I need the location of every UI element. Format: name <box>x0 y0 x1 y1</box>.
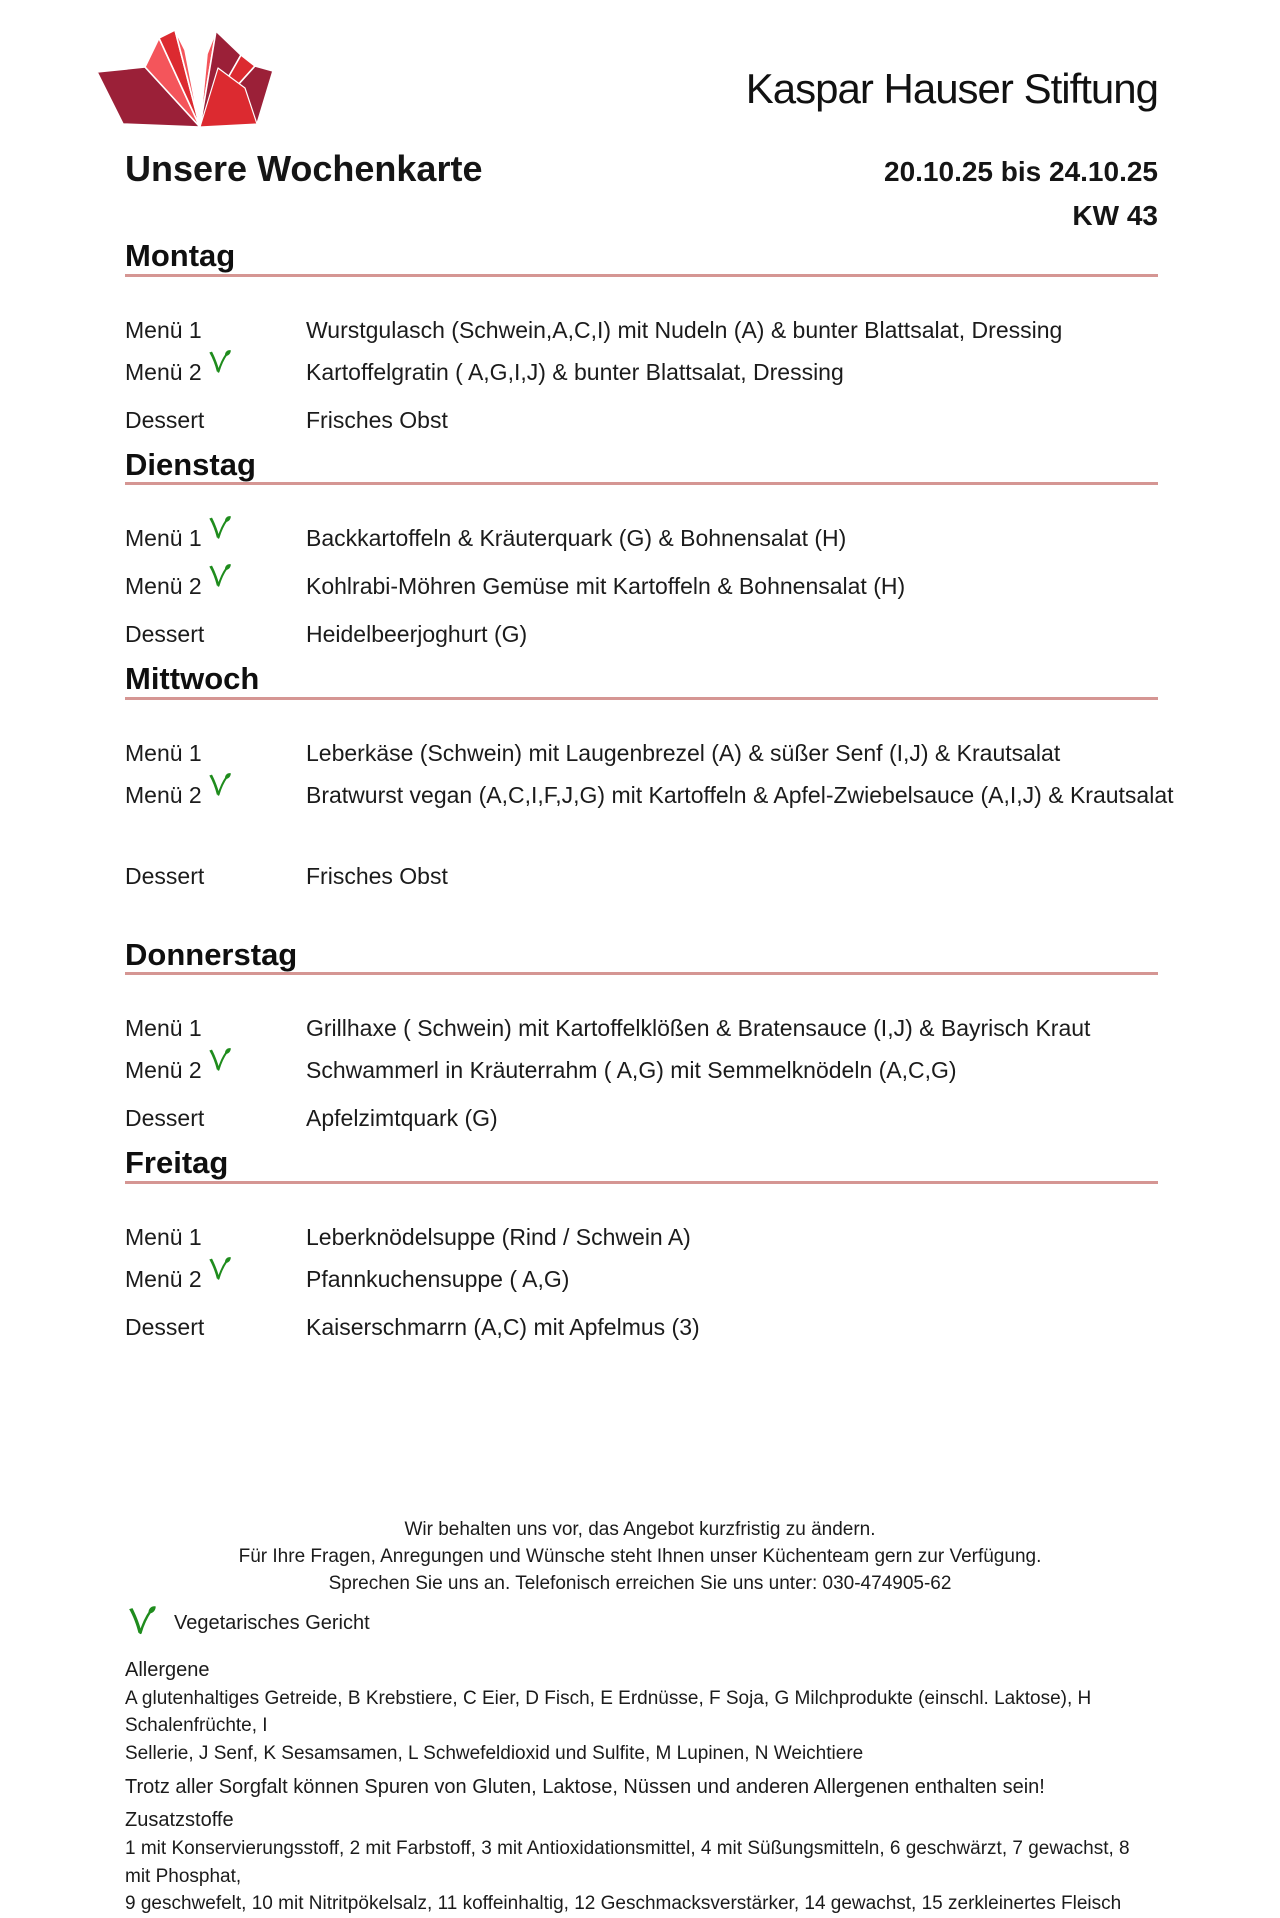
day-section-donnerstag <box>125 936 1158 1132</box>
day-heading: Freitag <box>125 1147 1158 1184</box>
additives-line: 9 geschwefelt, 10 mit Nitritpökelsalz, 11 koffeinhaltig, 12 Geschmacksverstärker, 14 gewachst, 15 zerkleinertes Fleisch <box>125 1893 1122 1915</box>
menu-label: Dessert <box>125 406 205 433</box>
menu-row <box>125 1015 1158 1041</box>
dish-text: Kartoffelgratin ( A,G,I,J) & bunter Blattsalat, Dressing <box>306 358 844 385</box>
vegetarian-icon <box>206 563 231 595</box>
dish-text: Bratwurst vegan (A,C,I,F,J,G) mit Kartoffeln & Apfel-Zwiebelsauce (A,I,J) & Krautsalat <box>306 781 1174 808</box>
day-sections <box>125 238 1174 1340</box>
menu-row <box>125 781 1174 814</box>
dish-text: Backkartoffeln & Kräuterquark (G) & Bohnensalat (H) <box>306 525 847 552</box>
dish-text: Leberkäse (Schwein) mit Laugenbrezel (A) & süßer Senf (I,J) & Krautsalat <box>306 739 1061 766</box>
menu-label: Menü 1 <box>125 739 202 766</box>
day-section-dienstag <box>125 446 1158 648</box>
vegetarian-icon <box>206 515 231 547</box>
footer <box>125 1516 1158 1918</box>
additives-title: Zusatzstoffe <box>125 1809 234 1832</box>
menu-row <box>125 1105 1158 1131</box>
menu-label: Menü 1 <box>125 316 202 343</box>
menu-label: Menü 2 <box>125 1057 306 1089</box>
menu-label: Menü 2 <box>125 1266 306 1298</box>
day-heading: Dienstag <box>125 449 1158 486</box>
day-heading: Mittwoch <box>125 663 1158 700</box>
allergens-line: A glutenhaltiges Getreide, B Krebstiere, C Eier, D Fisch, E Erdnüsse, F Soja, G Milchprodukte (einschl. Laktose), H Schalenfrüchte, I <box>125 1687 1092 1737</box>
dish-text: Schwammerl in Kräuterrahm ( A,G) mit Semmelknödeln (A,C,G) <box>306 1057 957 1084</box>
org-title: Kaspar Hauser Stiftung <box>745 65 1158 112</box>
day-heading: Donnerstag <box>125 939 1158 976</box>
menu-row <box>125 621 1158 647</box>
page-title: Unsere Wochenkarte <box>125 148 483 190</box>
additives-line: 1 mit Konservierungsstoff, 2 mit Farbstoff, 3 mit Antioxidationsmittel, 4 mit Süßungsmitteln, 6 geschwärzt, 7 gewachst, 8 mit Phosphat, <box>125 1838 1130 1887</box>
dish-text: Kaiserschmarrn (A,C) mit Apfelmus (3) <box>306 1313 700 1340</box>
vegetarian-icon <box>206 349 231 381</box>
kitchen-notes <box>125 1516 1155 1597</box>
vegetarian-icon <box>206 1047 231 1079</box>
dish-text: Grillhaxe ( Schwein) mit Kartoffelklößen & Bratensauce (I,J) & Bayrisch Kraut <box>306 1015 1091 1042</box>
dish-text: Wurstgulasch (Schwein,A,C,I) mit Nudeln (A) & bunter Blattsalat, Dressing <box>306 316 1063 343</box>
day-section-montag <box>125 240 1158 433</box>
menu-label: Dessert <box>125 862 205 889</box>
menu-label: Menü 1 <box>125 1223 202 1250</box>
menu-row <box>125 1266 1158 1298</box>
dish-text: Frisches Obst <box>306 406 448 433</box>
dish-text: Leberknödelsuppe (Rind / Schwein A) <box>306 1223 691 1250</box>
vegetarian-icon <box>206 772 231 804</box>
menu-label: Menü 2 <box>125 573 306 605</box>
menu-row <box>125 359 1158 391</box>
vegetarian-icon <box>125 1605 156 1643</box>
menu-label: Menü 2 <box>125 359 306 391</box>
menu-label: Menü 1 <box>125 1015 202 1042</box>
menu-row <box>125 525 1158 557</box>
fan-logo-icon <box>95 28 275 130</box>
dish-text: Frisches Obst <box>306 862 448 889</box>
allergens-title: Allergene <box>125 1658 210 1681</box>
kaspar-hauser-logo <box>95 28 275 130</box>
menu-row <box>125 1314 1158 1340</box>
dish-text: Pfannkuchensuppe ( A,G) <box>306 1265 570 1292</box>
dish-text: Apfelzimtquark (G) <box>306 1105 498 1132</box>
vegetarian-icon <box>206 1256 231 1288</box>
menu-label: Dessert <box>125 621 205 648</box>
allergens-line: Sellerie, J Senf, K Sesamsamen, L Schwefeldioxid und Sulfite, M Lupinen, N Weichtiere <box>125 1742 864 1764</box>
menu-row <box>125 740 1158 766</box>
menu-label: Dessert <box>125 1105 205 1132</box>
dish-text: Heidelbeerjoghurt (G) <box>306 621 528 648</box>
menu-row <box>125 863 1158 889</box>
menu-row <box>125 1224 1158 1250</box>
day-section-mittwoch <box>125 661 1174 889</box>
trace-warning: Trotz aller Sorgfalt können Spuren von Gluten, Laktose, Nüssen und anderen Allergenen enthalten sein! <box>125 1776 1045 1799</box>
date-range: 20.10.25 bis 24.10.25 <box>884 156 1158 188</box>
note-line: Für Ihre Fragen, Anregungen und Wünsche steht Ihnen unser Küchenteam gern zur Verfügung. <box>238 1545 1042 1567</box>
calendar-week: KW 43 <box>1072 200 1158 232</box>
dish-text: Kohlrabi-Möhren Gemüse mit Kartoffeln & Bohnensalat (H) <box>306 573 906 600</box>
day-heading: Montag <box>125 240 1158 277</box>
menu-row <box>125 317 1158 343</box>
menu-label: Menü 2 <box>125 782 306 814</box>
vegetarian-legend-label: Vegetarisches Gericht <box>174 1612 370 1635</box>
menu-label: Menü 1 <box>125 525 306 557</box>
day-section-freitag <box>125 1147 1158 1340</box>
menu-row <box>125 407 1158 433</box>
subheader <box>125 148 1158 190</box>
vegetarian-legend <box>125 1605 1158 1643</box>
note-line: Sprechen Sie uns an. Telefonisch erreichen Sie uns unter: 030-474905-62 <box>328 1572 952 1594</box>
allergens-list <box>125 1685 1158 1768</box>
menu-label: Dessert <box>125 1313 205 1340</box>
note-line: Wir behalten uns vor, das Angebot kurzfristig zu ändern. <box>404 1518 876 1540</box>
menu-row <box>125 1057 1158 1089</box>
additives-list <box>125 1835 1158 1918</box>
menu-row <box>125 573 1158 605</box>
